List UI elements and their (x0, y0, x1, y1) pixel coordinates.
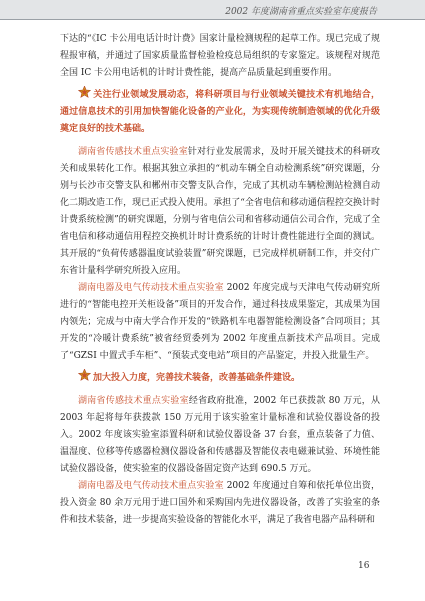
header-title: 2002 年度湖南省重点实验室年度报告 (225, 7, 377, 17)
page-header (0, 0, 425, 19)
paragraph-electric-lab-projects (60, 280, 380, 365)
paragraph-sensor-lab-investment (60, 393, 380, 478)
lab-name-sensor: 湖南省传感技术重点实验室 (78, 147, 188, 157)
highlight-heading-1-text: 关注行业领域发展动态，将科研项目与行业领域关键技术有机地结合，通过信息技术的引用加快智能化设备的产业化，为实现传统制造领域的优化升级奠定良好的技术基础。 (60, 90, 380, 134)
paragraph-electric-lab-investment (60, 478, 380, 529)
highlight-heading-2 (60, 369, 380, 387)
page-content (60, 31, 380, 529)
header-rule (0, 19, 425, 20)
footer-bar (0, 589, 425, 601)
highlight-heading-2-text: 加大投入力度，完善技术装备，改善基础条件建设。 (93, 373, 301, 383)
highlight-heading-1 (60, 86, 380, 138)
paragraph-text: 2002 年度通过自筹和依托单位出资，投入资金 80 余万元用于进口国外和采购国内先进仪器设备，改善了实验室的条件和技术装备，进一步提高实验设备的智能化水平，满足了我省电器产品科研和 (60, 481, 380, 525)
paragraph-text: 经省政府批准，2002 年已获拨款 80 万元，从 2003 年起将每年获拨款 150 万元用于该实验室计量标准和试验仪器设备的投入。2002 年度该实验室添置科研和试验仪器设备 37 台套，重点装备了力值、温湿度、位移等传感器检测仪器设备和传感器及智能仪表电磁兼试验、环境性能试验仪器设备，使实验室的仪器设备固定资产达到 690.5 万元。 (60, 396, 380, 474)
paragraph-sensor-lab-projects (60, 144, 380, 280)
paragraph-text: 2002 年度完成与天津电气传动研究所进行的“智能电控开关柜设备”项目的开发合作，通过科技成果鉴定，其成果为国内领先；完成与中南大学合作开发的“铁路机车电器智能检测设备”合同项目；其开发的“冷暖计费系统”被省经贸委列为 2002 年度重点新技术产品项目。完成了“GZSI 中置式手车柜”、“预装式变电站”项目的产品鉴定，并投入批量生产。 (60, 283, 380, 361)
star-icon (78, 86, 91, 98)
lab-name-electric: 湖南电器及电气传动技术重点实验室 (78, 481, 224, 491)
paragraph-continued: 下达的“《IC 卡公用电话计时计费》国家计量检测规程的起草工作。现已完成了规程报审稿，并通过了国家质量监督检验检疫总局组织的专家鉴定。该规程对规范全国 IC 卡公用电话机的计时计费性能，提高产品质量起到重要作用。 (60, 34, 380, 78)
lab-name-sensor: 湖南省传感技术重点实验室 (78, 396, 189, 406)
star-icon (78, 369, 91, 381)
lab-name-electric: 湖南电器及电气传动技术重点实验室 (78, 283, 224, 293)
page-number: 16 (358, 561, 370, 571)
paragraph-text: 针对行业发展需求，及时开展关键技术的科研攻关和成果转化工作。根据其独立承担的“机动车辆全自动检测系统”研究课题，分别与长沙市交警支队和郴州市交警支队合作，完成了其机动车辆检测站检测自动化二期改造工作，现已正式投入使用。承担了“全省电信和移动通信程控交换计时计费系统检测”的研究课题，分别与省电信公司和省移动通信公司合作，完成了全省电信和移动通信用程控交换机计时计费系统的计时计费性能进行全面的测试。其开展的“负荷传感器温度试验装置”研究课题，已完成样机研制工作，并交付广东省计量科学研究所投入应用。 (60, 147, 380, 276)
